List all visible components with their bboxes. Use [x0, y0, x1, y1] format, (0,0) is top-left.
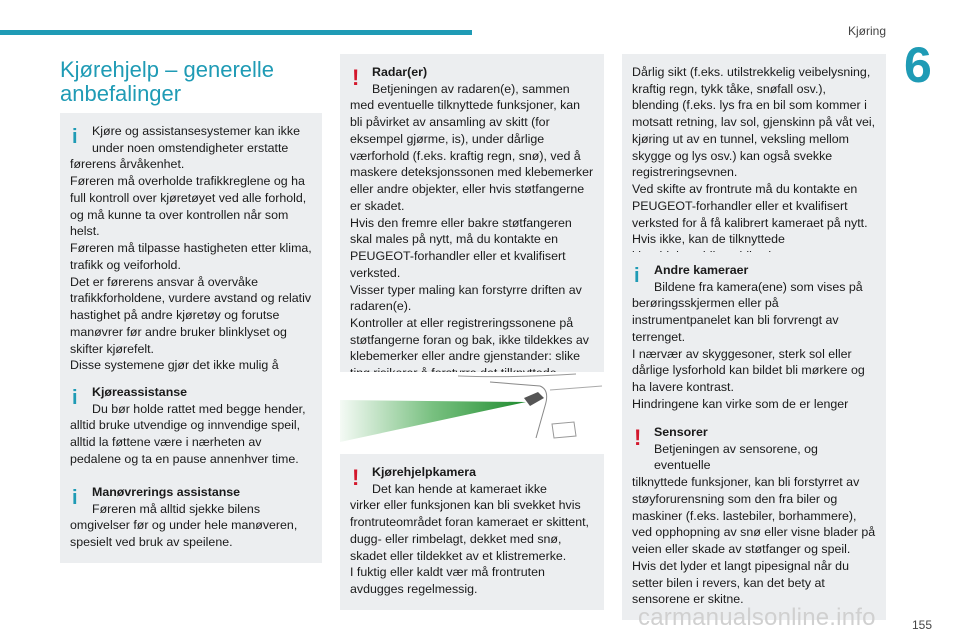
warning-icon: ! — [352, 65, 360, 90]
note-heading: Kjøreassistanse — [92, 385, 188, 399]
note-box-driving-assistance — [60, 374, 322, 480]
info-icon: i — [72, 126, 78, 148]
warning-box-radars — [340, 54, 604, 411]
note-box-visibility-continued — [622, 54, 886, 277]
info-icon: i — [634, 265, 640, 287]
note-lead: Betjeningen av radaren(e), sammen — [372, 81, 570, 96]
note-body: alltid bruke utvendige og innvendige speil, alltid la føttene være i nærheten av pedalene og ta en pause annenhver time. — [70, 418, 301, 466]
note-body: omgivelser før og under hele manøveren, spesielt ved bruk av speilene. — [70, 518, 298, 550]
page-title: Kjørehjelp – generelle anbefalinger — [60, 57, 275, 106]
warning-icon: ! — [634, 425, 642, 450]
note-heading: Radar(er) — [372, 65, 428, 79]
windscreen-camera-illustration — [340, 372, 604, 444]
warning-icon: ! — [352, 465, 360, 490]
note-lead: Du bør holde rattet med begge hender, — [92, 401, 306, 416]
camera-illustration-svg — [340, 372, 604, 444]
note-body: berøringsskjermen eller på instrumentpanelet kan bli forvrengt av terrenget. I nærvær av skyggesoner, sterk sol eller dårlige lysforhold kan bildet bli mørkere og ha lavere kontrast. Hindringene kan virke som de er lenger — [632, 296, 865, 411]
chapter-number: 6 — [904, 37, 932, 93]
note-lead: Føreren må alltid sjekke bilens — [92, 501, 261, 516]
info-icon: i — [72, 487, 78, 509]
note-heading: Sensorer — [654, 425, 708, 439]
note-box-other-cameras — [622, 252, 886, 441]
watermark-text: carmanualsonline.info — [638, 604, 876, 631]
note-heading: Kjørehjelpkamera — [372, 465, 476, 479]
note-box-manoeuvring-assistance — [60, 474, 322, 563]
note-lead: Bildene fra kamera(ene) som vises på — [654, 279, 863, 294]
page-number: 155 — [912, 618, 933, 632]
note-body: tilknyttede funksjoner, kan bli forstyrret av støyforurensning som den fra biler og maskiner (f.eks. lastebiler, borhammere), ved opphopning av snø eller visne blader på veien eller skade av støtfanger og speil. Hvis det lyder et langt pipesignal når du setter bilen i revers, kan det bety at sensorene er skitne. — [632, 475, 876, 607]
note-heading: Manøvrerings assistanse — [92, 485, 241, 499]
header-accent-bar — [0, 30, 472, 35]
note-body: Dårlig sikt (f.eks. utilstrekkelig veibelysning, kraftig regn, tykk tåke, snøfall osv.), blending (f.eks. lys fra en bil som kommer i motsatt retning, lav sol, gjenskinn på våt vei, kjøring ut av en tunnel, veksling mellom skygge og lys osv.) kan også svekke registreringsevnen. Ved skifte av frontrute må du kontakte en PEUGEOT-forhandler eller et kvalifisert verksted for å få kalibrert kameraet på nytt. Hvis ikke, kan de tilknyttede — [632, 65, 876, 247]
note-box-driver-attention — [60, 113, 322, 403]
info-icon: i — [72, 387, 78, 409]
note-body: med eventuelle tilknyttede funksjoner, kan bli påvirket av ansamling av skitt (for eksempel gjørme, is), under dårlige værforhold (f.eks. kraftig regn, snø), ved å maskere deteksjonssonen med klebemerker eller andre objekter, eller hvis støtfangerne er skadet. Hvis den fremre eller bakre støtfangeren skal males på nytt, må du kontakte en PEUGEOT-forhandler eller et kvalifisert verksted. Visser typer maling kan forstyrre driften av radaren(e). Kontroller at eller registreringssonene på støtfangerne foran og bak, ikke tildekkes av klebemerker eller andre gjenstander: slike — [350, 98, 594, 364]
warning-box-sensors — [622, 414, 886, 620]
warning-box-driving-camera — [340, 454, 604, 610]
note-lead: Det kan hende at kameraet ikke — [372, 481, 547, 496]
note-body: førerens årvåkenhet. Føreren må overholde trafikkreglene og ha full kontroll over kjøretøyet ved alle forhold, og må kunne ta over kontrollen når som helst. Føreren må tilpasse hastigheten etter klima, trafikk og veiforhold. Det er førerens ansvar å overvåke trafikkforholdene, vurdere avstand og relativ hastighet på andre kjøretøy og forutse manøvrer før andre bruker blinklyset og skifter kjørefelt. Disse systemene gjør det ikke mulig å — [70, 157, 312, 373]
note-heading: Andre kameraer — [654, 263, 749, 277]
header-section-title: Kjøring — [848, 24, 887, 38]
note-lead: Kjøre og assistansesystemer kan ikke under noen omstendigheter erstatte — [92, 124, 300, 155]
note-lead: Betjeningen av sensorene, og eventuelle — [654, 441, 818, 473]
note-body: virker eller funksjonen kan bli svekket hvis frontruteområdet foran kameraet er skittent, dugg- eller rimbelagt, dekket med snø, skadet eller tildekket av et klistremerke. I fuktig eller kaldt vær må frontruten avdugges regelmessig. — [350, 498, 589, 597]
